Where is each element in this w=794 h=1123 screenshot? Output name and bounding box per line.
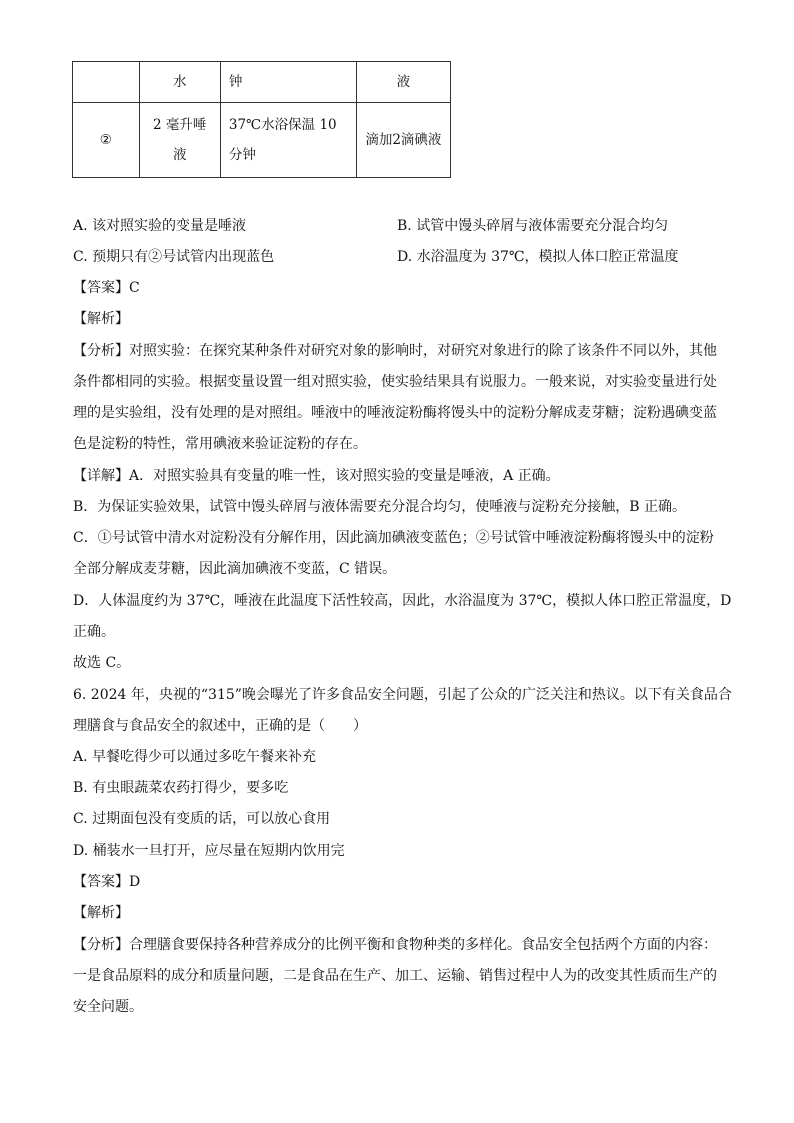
q5-detail-line: D．人体温度约为 37℃，唾液在此温度下活性较高，因此，水浴温度为 37℃，模拟人体口腔正常温度，D bbox=[73, 593, 732, 609]
q6-analysis-line: 【分析】合理膳食要保持各种营养成分的比例平衡和食物种类的多样化。食品安全包括两个方面的内容： bbox=[73, 937, 717, 953]
q5-analysis-line: 理的是实验组，没有处理的是对照组。唾液中的唾液淀粉酶将馒头中的淀粉分解成麦芽糖；淀粉遇碘变蓝 bbox=[73, 405, 717, 421]
q5-detail-line: B．为保证实验效果，试管中馒头碎屑与液体需要充分混合均匀，使唾液与淀粉充分接触，B 正确。 bbox=[73, 499, 687, 515]
table-row bbox=[73, 62, 451, 103]
q5-detail-line: 正确。 bbox=[73, 624, 115, 640]
q5-conclusion: 故选 C。 bbox=[73, 655, 131, 671]
table-cell bbox=[73, 62, 140, 103]
q5-option-c: C. 预期只有②号试管内出现蓝色 bbox=[73, 249, 275, 265]
q5-detail-line: 【详解】A．对照实验具有变量的唯一性，该对照实验的变量是唾液，A 正确。 bbox=[73, 468, 560, 484]
table-cell: 滴加2滴碘液 bbox=[356, 103, 450, 178]
q5-answer: 【答案】C bbox=[73, 280, 140, 296]
table-cell: 钟 bbox=[220, 62, 356, 103]
table-cell: 水 bbox=[139, 62, 220, 103]
table-cell: 37℃水浴保温 10分钟 bbox=[220, 103, 356, 178]
q5-analysis-line: 色是淀粉的特性，常用碘液来验证淀粉的存在。 bbox=[73, 436, 367, 452]
q6-analysis-line: 安全问题。 bbox=[73, 999, 143, 1015]
q6-analysis-line: 一是食品原料的成分和质量问题，二是食品在生产、加工、运输、销售过程中人为的改变其性质而生产的 bbox=[73, 968, 717, 984]
q6-option-b: B. 有虫眼蔬菜农药打得少，要多吃 bbox=[73, 780, 289, 796]
q5-detail-line: 全部分解成麦芽糖，因此滴加碘液不变蓝，C 错误。 bbox=[73, 561, 397, 577]
table-cell: 2 毫升唾液 bbox=[139, 103, 220, 178]
table-cell: 液 bbox=[356, 62, 450, 103]
q6-analysis-label: 【解析】 bbox=[73, 905, 129, 921]
q6-stem-line: 理膳食与食品安全的叙述中，正确的是（ ） bbox=[73, 718, 367, 734]
table-cell: ② bbox=[73, 103, 140, 178]
q6-option-d: D. 桶装水一旦打开，应尽量在短期内饮用完 bbox=[73, 843, 345, 859]
q5-analysis-line: 条件都相同的实验。根据变量设置一组对照实验，使实验结果具有说服力。一般来说，对实验变量进行处 bbox=[73, 374, 717, 390]
q5-analysis-label: 【解析】 bbox=[73, 311, 129, 327]
q5-detail-line: C．①号试管中清水对淀粉没有分解作用，因此滴加碘液变蓝色；②号试管中唾液淀粉酶将馒头中的淀粉 bbox=[73, 530, 714, 546]
q5-option-d: D. 水浴温度为 37℃，模拟人体口腔正常温度 bbox=[397, 249, 679, 265]
q5-option-b: B. 试管中馒头碎屑与液体需要充分混合均匀 bbox=[397, 218, 669, 234]
table-row bbox=[73, 103, 451, 178]
q6-answer: 【答案】D bbox=[73, 874, 141, 890]
experiment-table bbox=[72, 61, 451, 178]
q6-option-a: A. 早餐吃得少可以通过多吃午餐来补充 bbox=[73, 749, 317, 765]
q6-stem-line: 6. 2024 年，央视的“315”晚会曝光了许多食品安全问题，引起了公众的广泛关注和热议。以下有关食品合 bbox=[73, 687, 732, 703]
q5-option-a: A. 该对照实验的变量是唾液 bbox=[73, 218, 247, 234]
q5-analysis-line: 【分析】对照实验：在探究某种条件对研究对象的影响时，对研究对象进行的除了该条件不同以外，其他 bbox=[73, 343, 717, 359]
q6-option-c: C. 过期面包没有变质的话，可以放心食用 bbox=[73, 811, 331, 827]
